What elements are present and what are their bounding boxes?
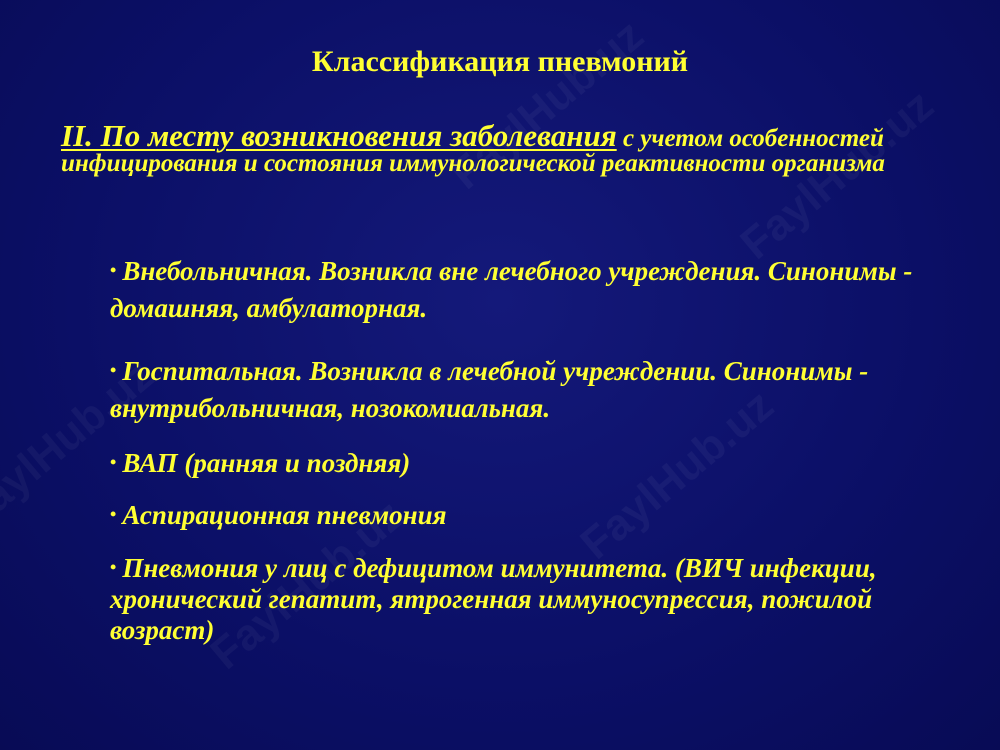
bullet-icon: • — [110, 452, 117, 472]
list-item — [110, 496, 960, 534]
list-item — [110, 252, 960, 327]
bullet-icon: • — [110, 557, 117, 577]
slide-title: Классификация пневмоний — [311, 45, 689, 78]
bullet-text: Пневмония у лиц с дефицитом иммунитета. (ВИЧ инфекции, хронический гепатит, ятрогенная иммуносупрессия, пожилой возраст) — [110, 553, 877, 645]
bullet-text: Госпитальная. Возникла в лечебной учреждении. Синонимы - внутрибольничная, нозокомиальная. — [110, 356, 869, 423]
bullet-icon: • — [110, 504, 117, 524]
bullet-text: Аспирационная пневмония — [122, 500, 447, 530]
bullet-icon: • — [110, 260, 117, 280]
subheading-rest: с учетом особенностей инфицирования и состояния иммунологической реактивности организма — [61, 125, 885, 177]
bullet-text: ВАП (ранняя и поздняя) — [122, 448, 411, 478]
subheading — [61, 120, 941, 176]
bullet-text: Внебольничная. Возникла вне лечебного учреждения. Синонимы - домашняя, амбулаторная. — [110, 256, 913, 323]
list-item — [110, 444, 960, 482]
list-item — [110, 352, 960, 427]
list-item — [110, 552, 960, 646]
bullet-icon: • — [110, 360, 117, 380]
subheading-lead: II. По месту возникновения заболевания — [61, 118, 617, 153]
